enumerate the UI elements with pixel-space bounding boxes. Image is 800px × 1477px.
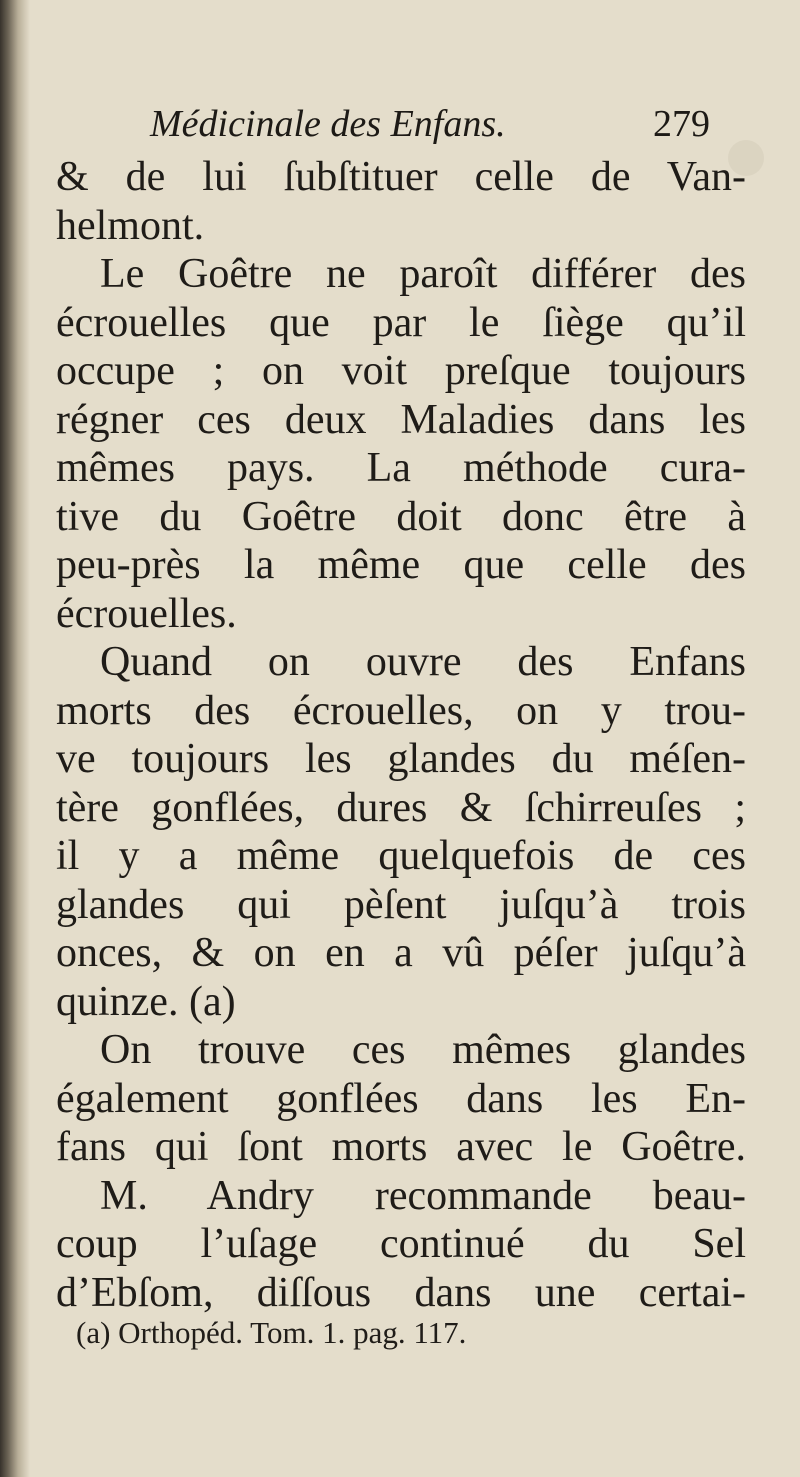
text-line-14: tère gonflées, dures & ſchirreuſes ; [56, 784, 746, 831]
text-line-15: il y a même quelquefois de ces [56, 833, 746, 879]
text-line-12: morts des écrouelles, on y trou- [56, 687, 746, 734]
text-line-13: ve toujours les glandes du méſen- [56, 736, 746, 782]
page-number: 279 [653, 103, 710, 145]
text-line-1: & de lui ſubſtituer celle de Van- [56, 154, 746, 200]
text-line-5: occupe ; on voit preſque toujours [56, 348, 746, 394]
text-line-9: peu-près la même que celle des [56, 542, 746, 588]
footnote: (a) Orthopéd. Tom. 1. pag. 117. [76, 1315, 467, 1350]
text-line-22: M. Andry recommande beau- [100, 1172, 746, 1219]
text-line-23: coup l’uſage continué du Sel [56, 1221, 746, 1267]
text-line-10: écrouelles. [56, 590, 237, 637]
text-line-17: onces, & on en a vû péſer juſqu’à [56, 930, 746, 976]
text-line-11: Quand on ouvre des Enfans [100, 639, 746, 685]
text-line-8: tive du Goêtre doit donc être à [56, 493, 746, 540]
text-line-2: helmont. [56, 202, 205, 249]
text-line-4: écrouelles que par le ſiège qu’il [56, 299, 746, 346]
text-line-18: quinze. (a) [56, 978, 236, 1025]
text-line-6: régner ces deux Maladies dans les [56, 396, 746, 443]
running-head [150, 98, 710, 150]
text-line-7: mêmes pays. La méthode cura- [56, 445, 746, 491]
text-line-19: On trouve ces mêmes glandes [100, 1027, 746, 1073]
body-text [56, 153, 746, 1317]
text-line-21: fans qui ſont morts avec le Goêtre. [56, 1124, 746, 1170]
running-title: Médicinale des Enfans. [150, 103, 506, 145]
page-gutter-shadow [0, 0, 30, 1477]
text-line-20: également gonflées dans les En- [56, 1075, 746, 1122]
text-line-24: d’Ebſom, diſſous dans une certai- [56, 1269, 746, 1316]
text-line-3: Le Goêtre ne paroît différer des [100, 251, 746, 297]
text-line-16: glandes qui pèſent juſqu’à trois [56, 881, 746, 928]
